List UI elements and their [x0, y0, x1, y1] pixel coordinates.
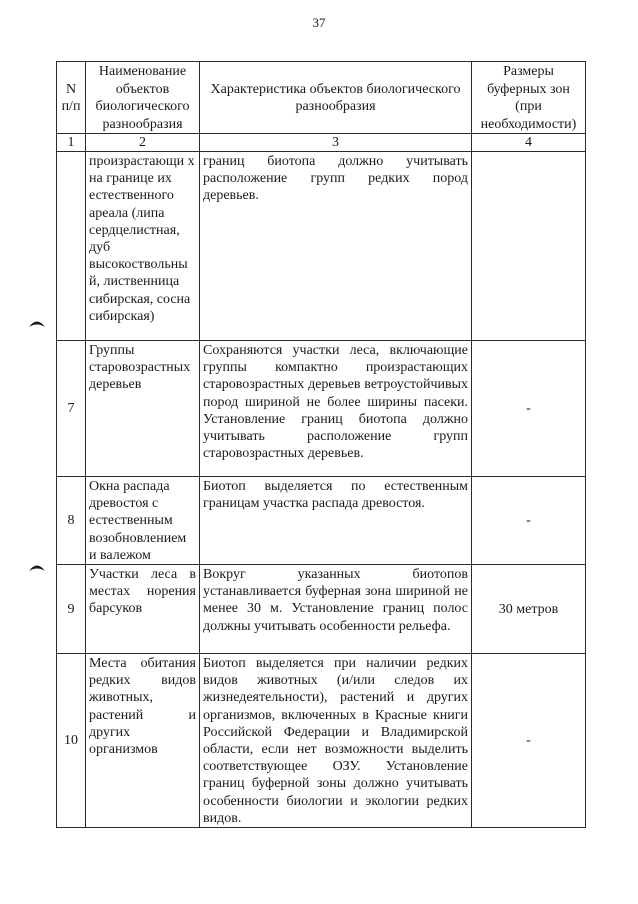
- row-number: 10: [57, 654, 86, 828]
- column-index: 1: [57, 134, 86, 152]
- row-name: Участки леса в местах норения барсуков: [86, 565, 200, 654]
- row-description: Вокруг указанных биотопов устанавливается буферная зона шириной не менее 30 м. Установление границ полос должны учитывать особенности рельефа.: [200, 565, 472, 654]
- page-number: 37: [312, 15, 326, 30]
- row-buffer: -: [472, 341, 586, 477]
- table-row: [57, 341, 586, 477]
- binding-mark: [28, 562, 46, 572]
- binding-mark: [28, 318, 46, 328]
- row-name: произрастающи х на границе их естественного ареала (липа сердцелистная, дуб высокоствольны й, лиственница сибирская, сосна сибирская): [86, 152, 200, 341]
- header-number: N п/п: [57, 62, 86, 134]
- table-row: [57, 477, 586, 565]
- header-buffer: Размеры буферных зон (при необходимости): [472, 62, 586, 134]
- row-buffer: -: [472, 477, 586, 565]
- row-buffer: -: [472, 654, 586, 828]
- row-buffer: [472, 152, 586, 341]
- row-number: 9: [57, 565, 86, 654]
- row-description: Биотоп выделяется при наличии редких видов животных (и/или следов их жизнедеятельности), растений и других организмов, включенных в Красные книги Российской Федерации и Владимирской области, если нет возможности выделить соответствующее ОЗУ. Установление границ буферной зоны должно учитывать особенности биологии и экологии редких видов.: [200, 654, 472, 828]
- column-index-row: [57, 134, 586, 152]
- row-number: 7: [57, 341, 86, 477]
- table-row: [57, 152, 586, 341]
- row-buffer: 30 метров: [472, 565, 586, 654]
- biodiversity-table: [56, 61, 586, 828]
- row-description: Сохраняются участки леса, включающие группы компактно произрастающих старовозрастных деревьев ветроустойчивых пород шириной не более ширины пасеки. Установление границ биотопа должно учитывать расположение групп старовозрастных деревьев.: [200, 341, 472, 477]
- table-row: [57, 565, 586, 654]
- table-row: [57, 654, 586, 828]
- row-number: 8: [57, 477, 86, 565]
- row-name: Окна распада древостоя с естественным возобновлением и валежом: [86, 477, 200, 565]
- column-index: 2: [86, 134, 200, 152]
- row-description: Биотоп выделяется по естественным границам участка распада древостоя.: [200, 477, 472, 565]
- header-name: Наименование объектов биологического разнообразия: [86, 62, 200, 134]
- row-number: [57, 152, 86, 341]
- column-index: 4: [472, 134, 586, 152]
- header-description: Характеристика объектов биологического разнообразия: [200, 62, 472, 134]
- column-index: 3: [200, 134, 472, 152]
- row-description: границ биотопа должно учитывать расположение групп редких пород деревьев.: [200, 152, 472, 341]
- table-header-row: [57, 62, 586, 134]
- row-name: Группы старовозрастных деревьев: [86, 341, 200, 477]
- row-name: Места обитания редких видов животных, растений и других организмов: [86, 654, 200, 828]
